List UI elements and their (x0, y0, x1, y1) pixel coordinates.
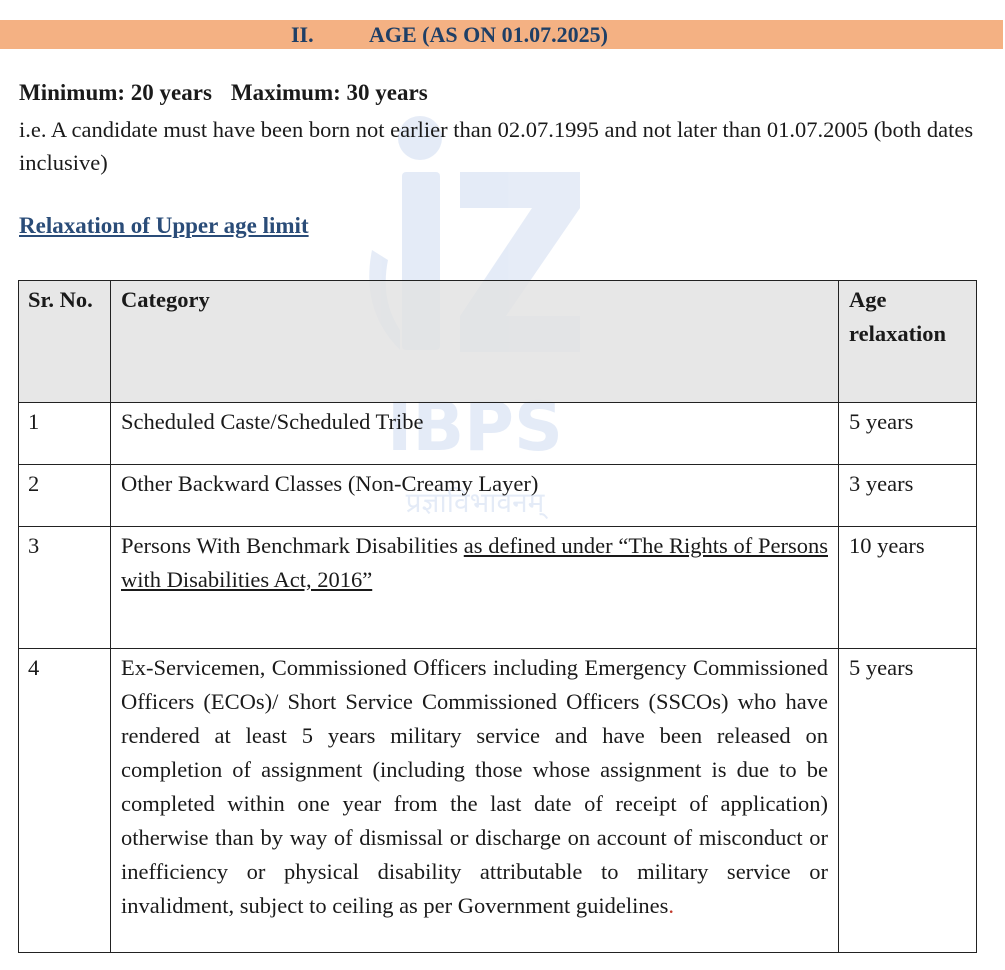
table-row (19, 649, 977, 953)
header-age-relaxation (839, 281, 977, 403)
row-relaxation: 5 years (849, 655, 914, 680)
maximum-age: Maximum: 30 years (230, 80, 428, 105)
age-relaxation-table (18, 280, 977, 953)
minimum-age: Minimum: 20 years (19, 80, 212, 105)
row-sr: 2 (28, 471, 40, 496)
table-row (19, 527, 977, 649)
row-relaxation: 5 years (849, 409, 914, 434)
row-category: Scheduled Caste/Scheduled Tribe (121, 409, 424, 434)
header-age-relaxation-label: Age relaxation (849, 287, 947, 346)
header-sr-no-label: Sr. No. (28, 287, 93, 312)
row-relaxation: 3 years (849, 471, 914, 496)
row-relaxation: 10 years (849, 533, 925, 558)
eligibility-note: i.e. A candidate must have been born not earlier than 02.07.1995 and not later than 01.07.2005 (both dates inclusive) (19, 117, 974, 175)
row-category (111, 649, 838, 923)
watermark-tagline: प्रज्ञाविभावनम् (405, 486, 545, 519)
header-category-label: Category (121, 287, 210, 312)
header-sr-no (19, 281, 111, 403)
category-text: Ex-Servicemen, Commissioned Officers including Emergency Commissioned Officers (ECOs)/ Short Service Commissioned Officers (SSCOs) who have rendered at least 5 years military service and have been released on completion of assignment (including those whose assignment is due to be completed within one year from the last date of receipt of application) otherwise than by way of dismissal or discharge on account of misconduct or inefficiency or physical disability attributable to military service or invalidment, subject to ceiling as per Government guidelines (121, 655, 828, 918)
row-category: Other Backward Classes (Non-Creamy Layer) (121, 471, 539, 496)
relaxation-heading: Relaxation of Upper age limit (19, 213, 309, 238)
section-header-bar (0, 20, 1003, 49)
watermark-logo-text: IBPS (387, 388, 563, 467)
category-underlined-text: as defined under “The Rights of Persons with Disabilities Act, 2016” (121, 533, 828, 592)
header-category (111, 281, 839, 403)
table-header-row (19, 281, 977, 403)
category-end-mark: . (668, 893, 674, 918)
row-sr: 1 (28, 409, 40, 434)
table-row (19, 465, 977, 527)
row-category (111, 527, 838, 597)
row-sr: 4 (28, 655, 40, 680)
age-limits (19, 80, 428, 106)
category-lead-text: Persons With Benchmark Disabilities (121, 533, 464, 558)
section-number: II. (291, 22, 314, 47)
table-row (19, 403, 977, 465)
row-sr: 3 (28, 533, 40, 558)
section-title: AGE (AS ON 01.07.2025) (369, 22, 608, 47)
